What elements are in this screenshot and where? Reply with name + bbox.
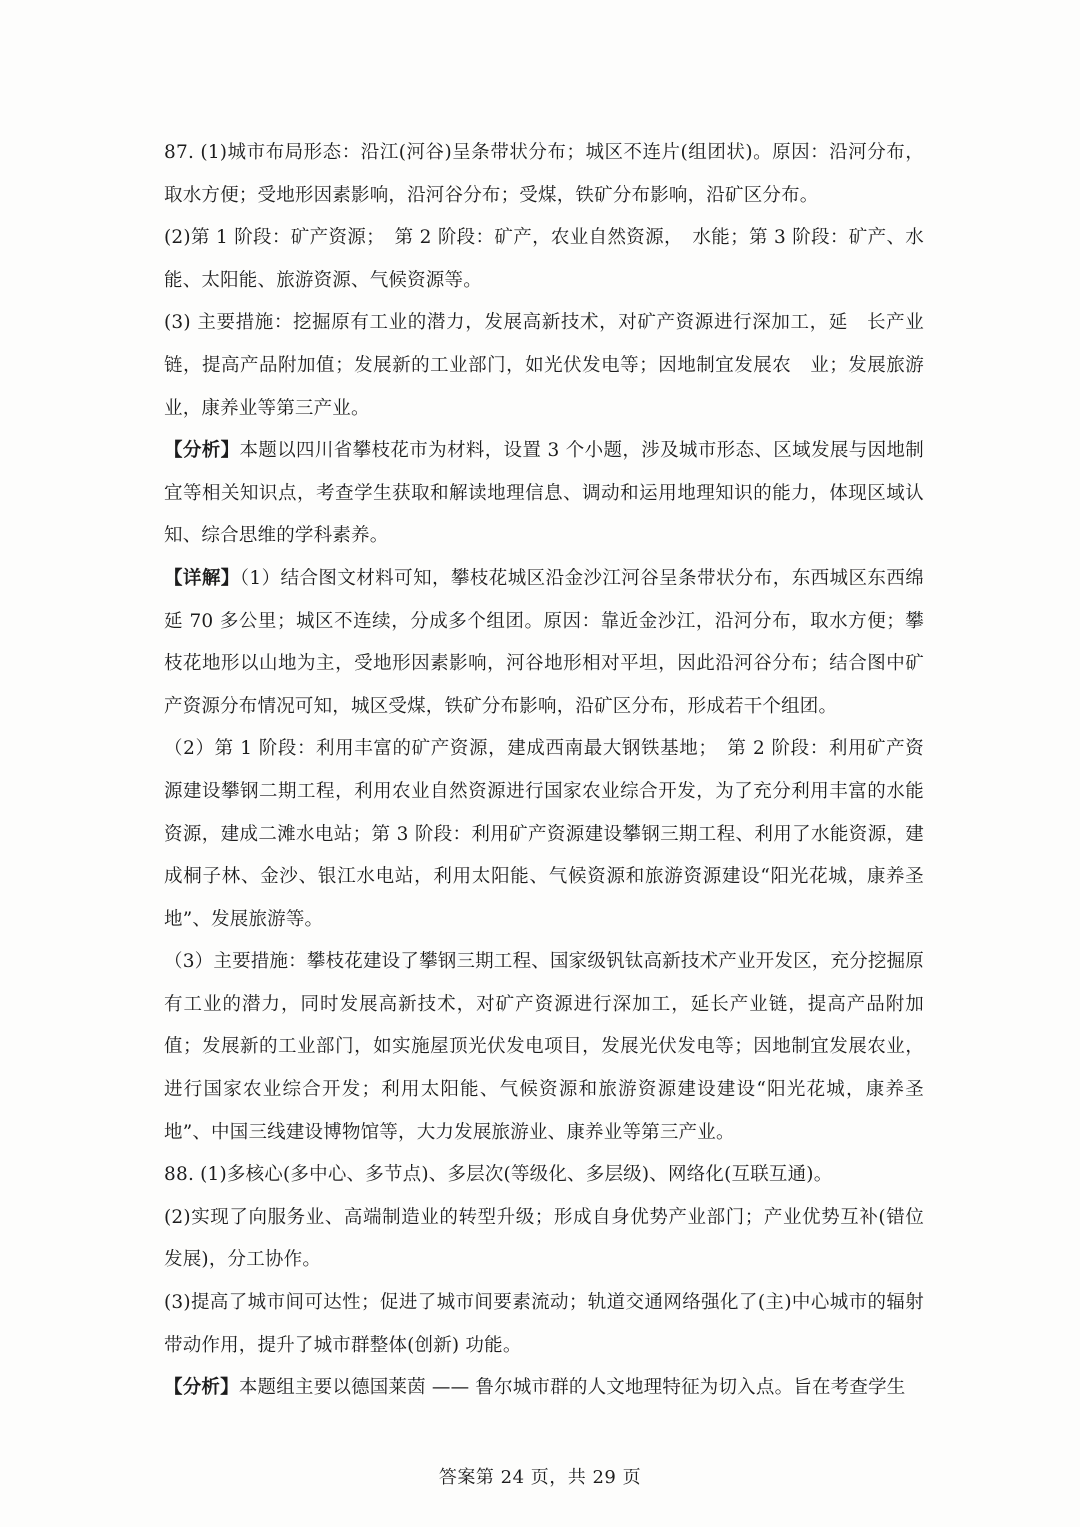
paragraph-87-detail-2 bbox=[164, 728, 924, 941]
paragraph-88-2 bbox=[164, 1197, 924, 1282]
paragraph-text: （1）结合图文材料可知，攀枝花城区沿金沙江河谷呈条带状分布，东西城区东西绵延 70 多公里；城区不连续，分成多个组团。原因：靠近金沙江，沿河分布，取水方便；攀枝花地形以山地为主，受地形因素影响，河谷地形相对平坦，因此沿河谷分布；结合图中矿产资源分布情况可知，城区受煤，铁矿分布影响，沿矿区分布，形成若干个组团。 bbox=[164, 567, 924, 717]
paragraph-88-1 bbox=[164, 1154, 924, 1197]
paragraph-text: (3)提高了城市间可达性；促进了城市间要素流动；轨道交通网络强化了(主)中心城市的辐射带动作用，提升了城市群整体(创新) 功能。 bbox=[164, 1292, 924, 1356]
paragraph-87-1 bbox=[164, 132, 924, 217]
paragraph-87-detail-1 bbox=[164, 558, 924, 728]
paragraph-text: 88. (1)多核心(多中心、多节点)、多层次(等级化、多层级)、网络化(互联互通)。 bbox=[164, 1164, 833, 1186]
answer-content bbox=[164, 132, 924, 1410]
paragraph-87-3 bbox=[164, 302, 924, 430]
paragraph-87-2 bbox=[164, 217, 924, 302]
paragraph-88-analysis bbox=[164, 1367, 924, 1410]
paragraph-text: (2)第 1 阶段：矿产资源； 第 2 阶段：矿产，农业自然资源， 水能；第 3 阶段：矿产、水能、太阳能、旅游资源、气候资源等。 bbox=[164, 227, 924, 291]
paragraph-text: 87. (1)城市布局形态：沿江(河谷)呈条带状分布；城区不连片(组团状)。原因：沿河分布，取水方便；受地形因素影响，沿河谷分布；受煤，铁矿分布影响，沿矿区分布。 bbox=[164, 142, 924, 206]
paragraph-text: (3) 主要措施：挖掘原有工业的潜力，发展高新技术，对矿产资源进行深加工，延 长产业链，提高产品附加值；发展新的工业部门，如光伏发电等；因地制宜发展农 业；发展旅游业，康养业等第三产业。 bbox=[164, 312, 924, 419]
paragraph-text: 本题组主要以德国莱茵 —— 鲁尔城市群的人文地理特征为切入点。旨在考查学生 bbox=[238, 1377, 906, 1399]
paragraph-text: 本题以四川省攀枝花市为材料，设置 3 个小题，涉及城市形态、区域发展与因地制宜等相关知识点，考查学生获取和解读地理信息、调动和运用地理知识的能力，体现区域认知、综合思维的学科素养。 bbox=[164, 440, 924, 547]
page-footer: 答案第 24 页，共 29 页 bbox=[438, 1467, 642, 1488]
paragraph-text: （2）第 1 阶段：利用丰富的矿产资源，建成西南最大钢铁基地； 第 2 阶段：利用矿产资源建设攀钢二期工程，利用农业自然资源进行国家农业综合开发，为了充分利用丰富的水能资源，建成二滩水电站；第 3 阶段：利用矿产资源建设攀钢三期工程、利用了水能资源，建成桐子林、金沙、银江水电站，利用太阳能、气候资源和旅游资源建设“阳光花城，康养圣地”、发展旅游等。 bbox=[164, 738, 924, 930]
paragraph-87-detail-3 bbox=[164, 941, 924, 1154]
paragraph-text: (2)实现了向服务业、高端制造业的转型升级；形成自身优势产业部门；产业优势互补(错位发展)，分工协作。 bbox=[164, 1206, 924, 1271]
analysis-tag: 【分析】 bbox=[164, 1377, 239, 1399]
analysis-tag: 【分析】 bbox=[164, 440, 240, 462]
paragraph-text: （3）主要措施：攀枝花建设了攀钢三期工程、国家级钒钛高新技术产业开发区，充分挖掘原有工业的潜力，同时发展高新技术，对矿产资源进行深加工，延长产业链，提高产品附加值；发展新的工业部门，如实施屋顶光伏发电项目，发展光伏发电等；因地制宜发展农业，进行国家农业综合开发；利用太阳能、气候资源和旅游资源建设建设“阳光花城，康养圣地”、中国三线建设博物馆等，大力发展旅游业、康养业等第三产业。 bbox=[164, 951, 924, 1143]
paragraph-87-analysis bbox=[164, 430, 924, 558]
detail-tag: 【详解】 bbox=[164, 567, 240, 589]
paragraph-88-3 bbox=[164, 1282, 924, 1367]
